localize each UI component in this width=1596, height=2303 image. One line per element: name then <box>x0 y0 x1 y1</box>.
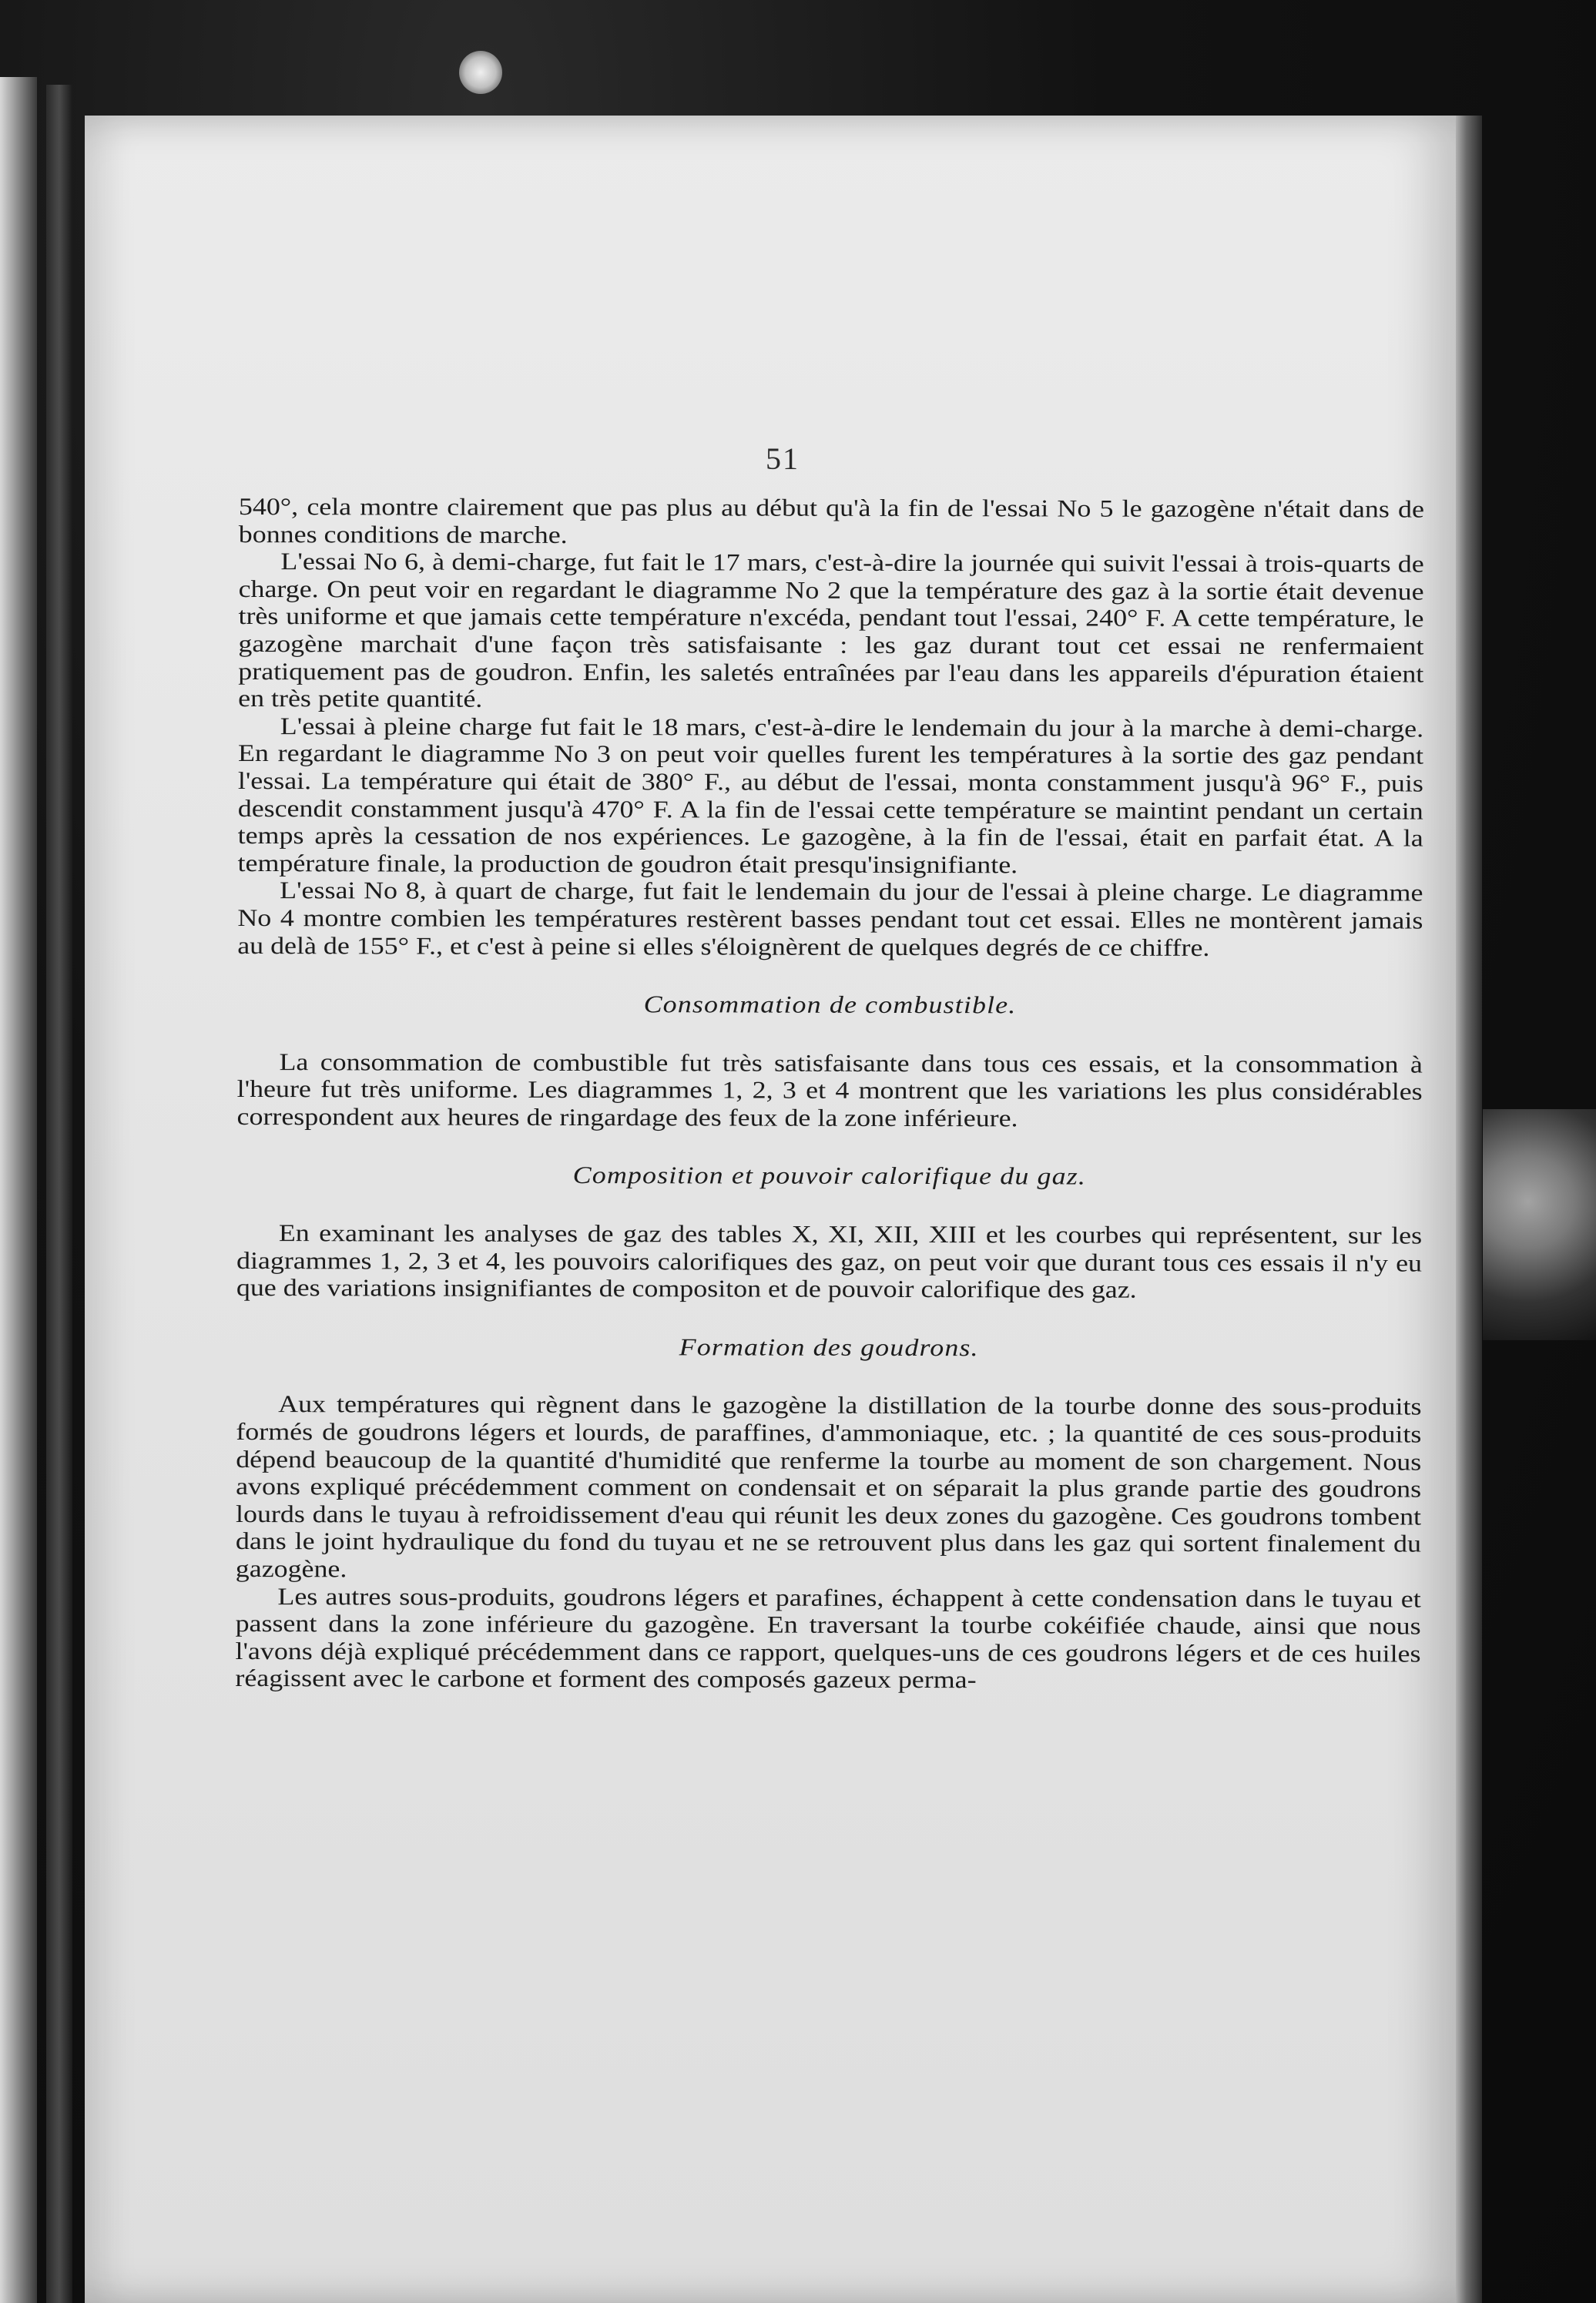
section-heading: Consommation de combustible. <box>643 991 1017 1019</box>
page-body <box>235 493 1424 1695</box>
paragraph: La consommation de combustible fut très satisfaisante dans tous ces essais, et la consommation à l'heure fut très uniforme. Les diagrammes 1, 2, 3 et 4 montrent que les variations les plus considérables correspondent aux heures de ringardage des feux de la zone inférieure. <box>236 1048 1423 1132</box>
section-heading: Formation des goudrons. <box>679 1333 979 1362</box>
paragraph: En examinant les analyses de gaz des tables X, XI, XII, XIII et les courbes qui représentent, sur les diagrammes 1, 2, 3 et 4, les pouvoirs calorifiques des gaz, on peut voir que durant tous ces essais il n'y eu que des variations insignifiantes de compositon et de pouvoir calorifique des gaz. <box>236 1219 1423 1303</box>
book-page <box>85 116 1464 2303</box>
film-clip-mark <box>459 51 502 94</box>
page-number: 51 <box>766 441 800 476</box>
film-edge-strip <box>0 77 37 2303</box>
paragraph: L'essai No 8, à quart de charge, fut fait le lendemain du jour de l'essai à pleine charge. Le diagramme No 4 montre combien les températures restèrent basses pendant tout cet essai. Elles ne montèrent jamais au delà de 155° F., et c'est à peine si elles s'éloignèrent de quelques degrés de ce chiffre. <box>237 877 1423 961</box>
book-binding <box>46 85 72 2303</box>
page-edge-shadow <box>1456 116 1482 2303</box>
paragraph: Les autres sous-produits, goudrons légers et parafines, échappent à cette condensation dans le tuyau et passent dans la zone inférieure du gazogène. En traversant la tourbe cokéifiée chaude, ainsi que nous l'avons déjà expliqué précédemment dans ce rapport, quelques-uns de ces goudrons légers et de ces huiles réagissent avec le carbone et forment des composés gazeux perma- <box>235 1582 1421 1694</box>
paragraph: Aux températures qui règnent dans le gazogène la distillation de la tourbe donne des sous-produits formés de goudrons légers et lourds, de paraffines, d'ammoniaque, etc. ; la quantité de ces sous-produits dépend beaucoup de la quantité d'humidité que renferme la tourbe au moment de son chargement. Nous avons expliqué précédemment comment on condensait et on séparait la plus grande partie des goudrons lourds dans le tuyau à refroidissement d'eau qui réunit les deux zones du gazogène. Ces goudrons tombent dans le joint hydraulique du fond du tuyau et ne se retrouvent plus dans les gaz qui sortent finalement du gazogène. <box>235 1390 1422 1583</box>
paragraph: 540°, cela montre clairement que pas plus au début qu'à la fin de l'essai No 5 le gazogène n'était dans de bonnes conditions de marche. <box>238 493 1424 548</box>
scan-artifact <box>1483 1109 1596 1340</box>
paragraph: L'essai à pleine charge fut fait le 18 mars, c'est-à-dire le lendemain du jour à la marche à demi-charge. En regardant le diagramme No 3 on peut voir quelles furent les températures à la sortie des gaz pendant l'essai. La température qui était de 380° F., au début de l'essai, monta constamment jusqu'à 96° F., puis descendit constamment jusqu'à 470° F. A la fin de l'essai cette température se maintint pendant un certain temps après la cessation de nos expériences. Le gazogène, à la fin de l'essai, était en parfait état. A la température finale, la production de goudron était presqu'insignifiante. <box>237 712 1424 879</box>
section-heading: Composition et pouvoir calorifique du gaz. <box>572 1162 1087 1190</box>
paragraph: L'essai No 6, à demi-charge, fut fait le 17 mars, c'est-à-dire la journée qui suivit l'essai à trois-quarts de charge. On peut voir en regardant le diagramme No 2 que la température des gaz à la sortie était devenue très uniforme et que jamais cette température n'excéda, pendant tout l'essai, 240° F. A cette température, le gazogène marchait d'une façon très satisfaisante : les gaz durant tout cet essai ne renfermaient pratiquement pas de goudron. Enfin, les saletés entraînées par l'eau dans les appareils d'épuration étaient en très petite quantité. <box>238 548 1424 712</box>
